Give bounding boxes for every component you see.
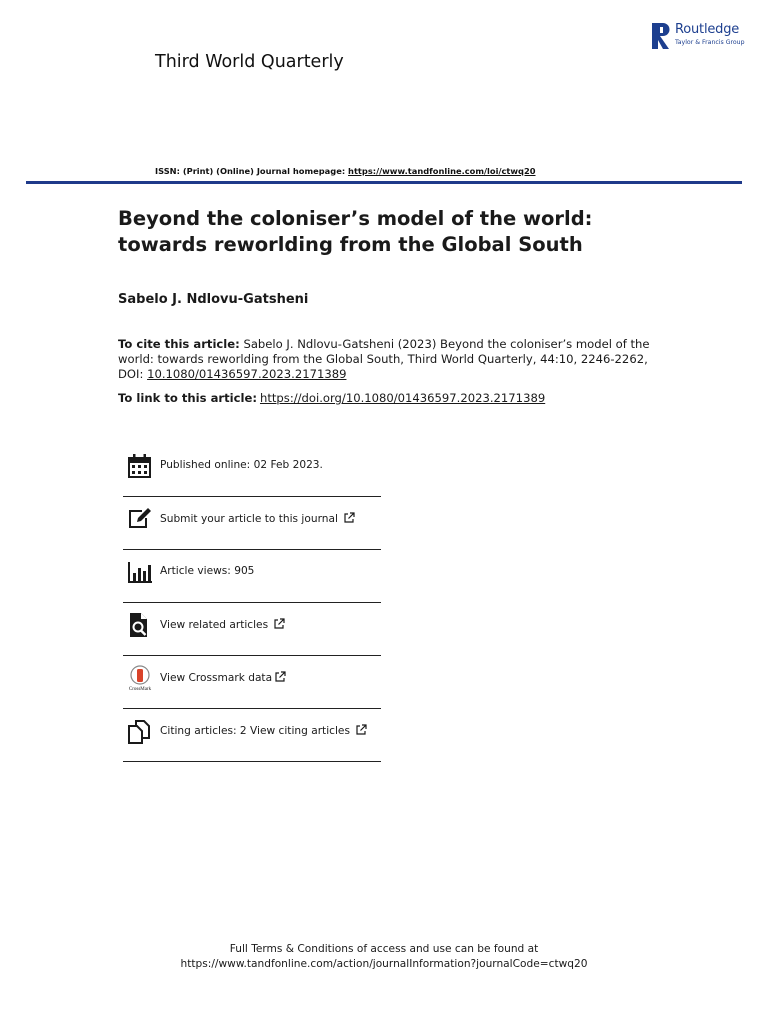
external-link-icon [355,724,367,736]
citation-doi-link[interactable]: 10.1080/01436597.2023.2171389 [147,367,347,381]
journal-title: Third World Quarterly [155,52,344,72]
citation-block [118,337,648,382]
edit-icon [127,506,153,532]
related-articles-label: View related articles [160,619,269,631]
citation-label: To cite this article: [118,337,240,351]
issn-text: ISSN: (Print) (Online) Journal homepage: [155,166,349,176]
issn-line [155,166,536,176]
published-online-label: Published online: 02 Feb 2023. [160,459,323,471]
article-views-label: Article views: 905 [160,565,255,577]
routledge-logo-icon [652,23,670,49]
related-articles-item[interactable] [123,603,381,656]
citing-articles-item[interactable] [123,709,381,762]
external-link-icon [274,671,286,683]
citation-doi-prefix: DOI: [118,367,148,381]
published-online-item [123,444,381,497]
publisher-subtitle: Taylor & Francis Group [675,39,745,46]
citation-text-2: world: towards reworlding from the Global South, Third World Quarterly, 44:10, 2246-2262, [118,352,648,366]
link-label: To link to this article: [118,391,257,405]
crossmark-label: View Crossmark data [160,672,273,684]
crossmark-icon [127,665,153,691]
footer-terms [0,942,768,972]
article-views-item [123,550,381,603]
article-author: Sabelo J. Ndlovu-Gatsheni [118,292,309,307]
article-info-list [123,444,381,762]
footer-terms-link[interactable]: https://www.tandfonline.com/action/journalInformation?journalCode=ctwq20 [180,958,588,970]
article-doi-link[interactable]: https://doi.org/10.1080/01436597.2023.2171389 [259,391,546,405]
submit-article-item[interactable] [123,497,381,550]
submit-article-label: Submit your article to this journal [160,513,338,525]
article-link-line [118,391,545,405]
publisher-name: Routledge [675,22,740,37]
header-divider [26,181,742,184]
external-link-icon [343,512,355,524]
related-articles-icon [127,612,153,638]
article-title-line-2: towards reworlding from the Global South [118,233,583,256]
article-title-line-1: Beyond the coloniser’s model of the world: [118,207,593,230]
bar-chart-icon [127,559,153,585]
crossmark-item[interactable] [123,656,381,709]
citation-text-1: Sabelo J. Ndlovu-Gatsheni (2023) Beyond the coloniser’s model of the [239,337,650,351]
calendar-icon [127,453,153,479]
external-link-icon [273,618,285,630]
citing-articles-label: Citing articles: 2 View citing articles [160,725,350,737]
journal-homepage-link[interactable]: https://www.tandfonline.com/loi/ctwq20 [348,166,536,176]
routledge-logo[interactable] [652,22,752,50]
citing-articles-icon [127,718,153,744]
footer-line-1: Full Terms & Conditions of access and use can be found at [229,943,539,955]
article-title [118,206,678,258]
crossmark-icon-text: CrossMark [128,687,152,691]
